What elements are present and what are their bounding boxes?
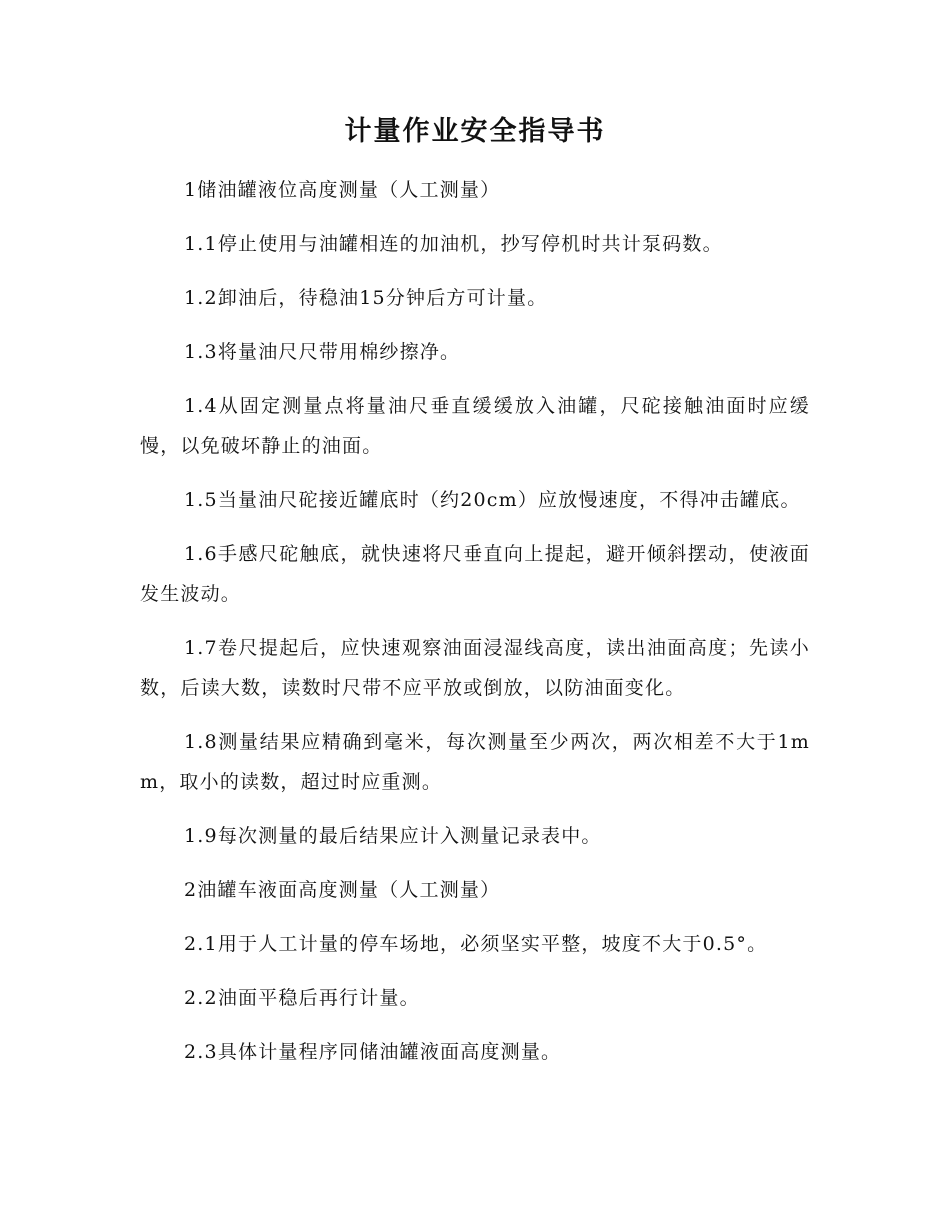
section-heading-1: 1储油罐液位高度测量（人工测量） <box>184 179 501 201</box>
paragraph-2-1: 2.1用于人工计量的停车场地，必须坚实平整，坡度不大于0.5°。 <box>184 933 768 955</box>
paragraph-1-9: 1.9每次测量的最后结果应计入测量记录表中。 <box>184 825 602 847</box>
section-heading-2: 2油罐车液面高度测量（人工测量） <box>184 879 501 901</box>
paragraph-2-3: 2.3具体计量程序同储油罐液面高度测量。 <box>184 1041 562 1063</box>
paragraph-1-2: 1.2卸油后，待稳油15分钟后方可计量。 <box>184 287 548 309</box>
paragraph-1-5: 1.5当量油尺砣接近罐底时（约20cm）应放慢速度，不得冲击罐底。 <box>184 489 801 511</box>
paragraph-2-2: 2.2油面平稳后再行计量。 <box>184 987 420 1009</box>
paragraph-1-6: 1.6手感尺砣触底，就快速将尺垂直向上提起，避开倾斜摆动，使液面发生波动。 <box>140 543 810 605</box>
paragraph-1-4: 1.4从固定测量点将量油尺垂直缓缓放入油罐，尺砣接触油面时应缓慢，以免破坏静止的油面。 <box>140 395 810 457</box>
paragraph-1-1: 1.1停止使用与油罐相连的加油机，抄写停机时共计泵码数。 <box>184 233 723 255</box>
paragraph-1-3: 1.3将量油尺尺带用棉纱擦净。 <box>184 341 461 363</box>
paragraph-1-8: 1.8测量结果应精确到毫米，每次测量至少两次，两次相差不大于1mm，取小的读数，超过时应重测。 <box>140 731 810 793</box>
document-body <box>140 170 810 1072</box>
page-title: 计量作业安全指导书 <box>344 116 606 147</box>
paragraph-1-7: 1.7卷尺提起后，应快速观察油面浸湿线高度，读出油面高度；先读小数，后读大数，读数时尺带不应平放或倒放，以防油面变化。 <box>140 637 810 699</box>
